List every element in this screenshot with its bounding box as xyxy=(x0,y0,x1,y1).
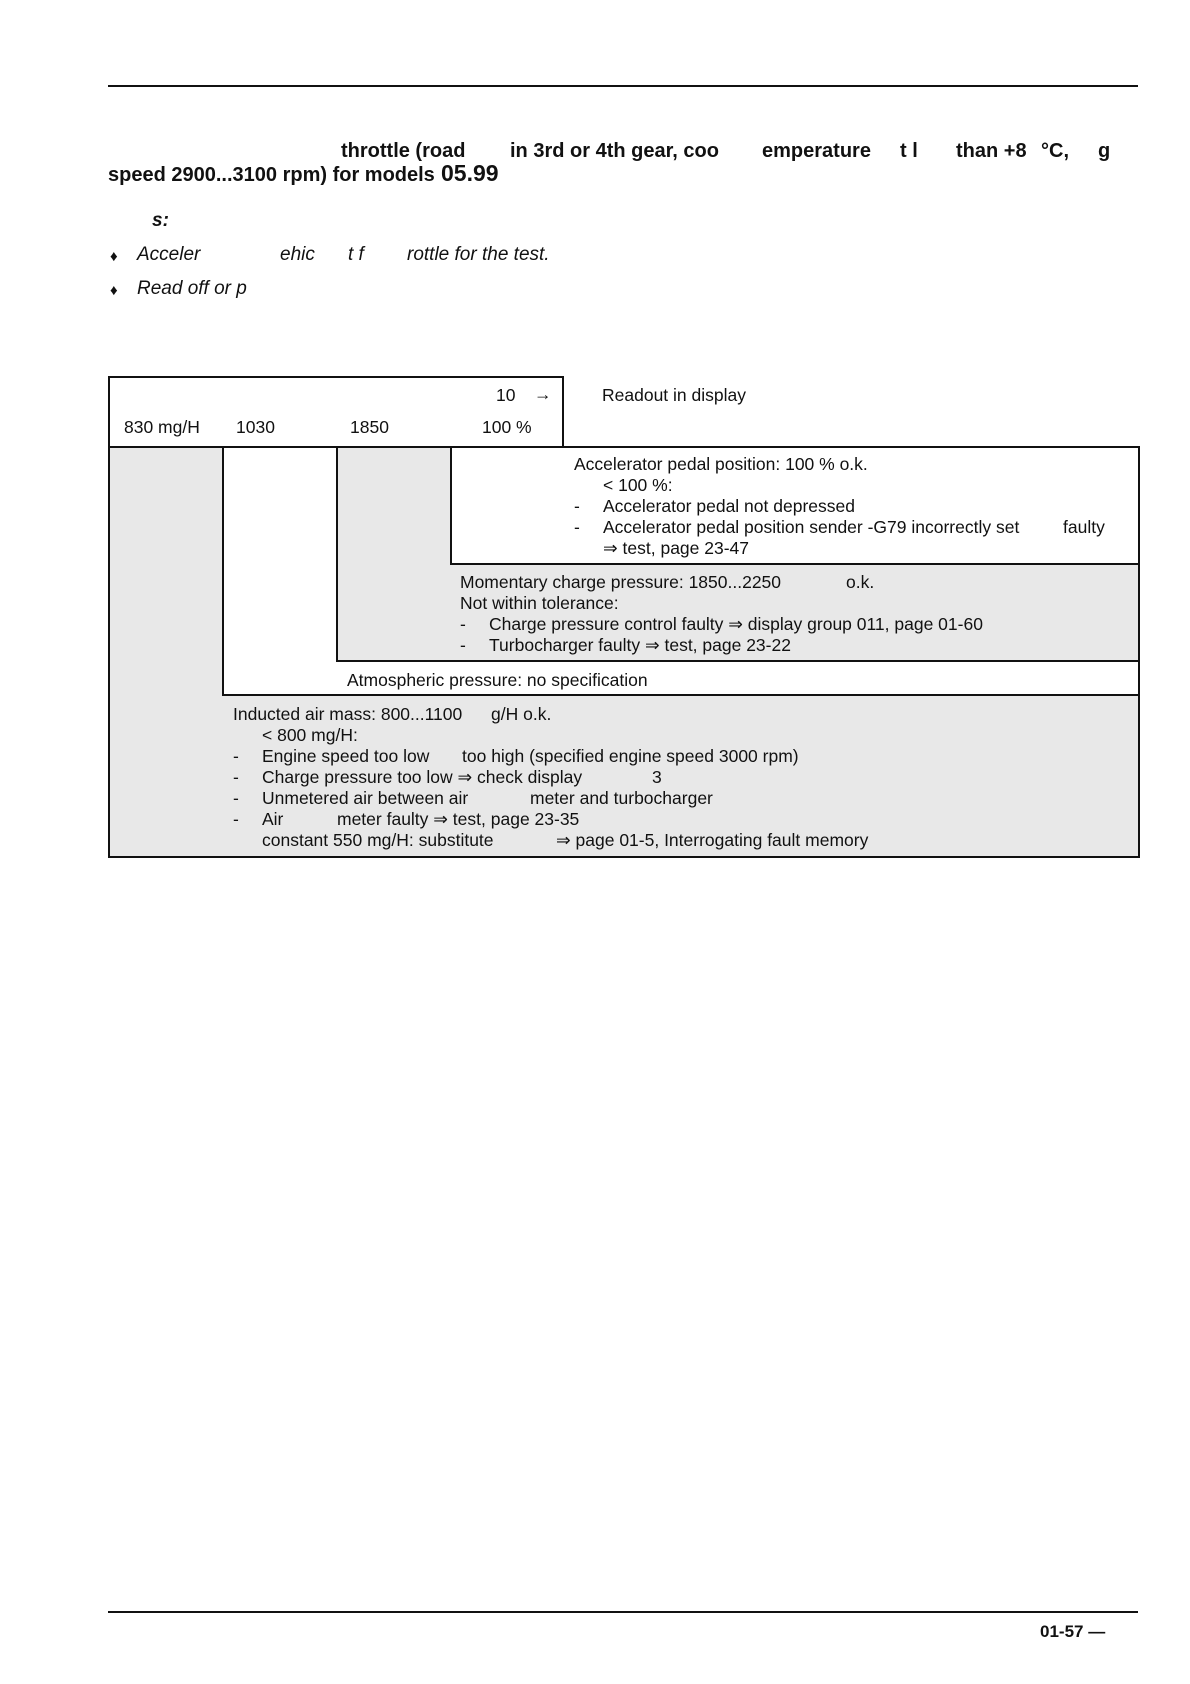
dash: - xyxy=(574,496,580,516)
display-field-1: 830 mg/H xyxy=(124,417,200,437)
field1-item: meter and turbocharger xyxy=(530,788,713,808)
field3-item: Charge pressure control faulty ⇒ display group 011, page 01-60 xyxy=(489,614,983,634)
field3-not-within: Not within tolerance: xyxy=(460,593,619,613)
heading-fragment: than +8 xyxy=(956,140,1027,162)
dash: - xyxy=(574,517,580,537)
header-rule xyxy=(108,85,1138,87)
dash: - xyxy=(233,746,239,766)
field1-item: 3 xyxy=(652,767,662,787)
page-number: 01-57 — xyxy=(1040,1622,1106,1641)
field4-item: Accelerator pedal not depressed xyxy=(603,496,855,516)
field4-ref: ⇒ test, page 23-47 xyxy=(603,538,750,558)
field1-low: < 800 mg/H: xyxy=(262,725,358,745)
note-fragment: rottle for the test. xyxy=(407,244,550,265)
readout-label: Readout in display xyxy=(602,385,746,405)
field1-item: meter faulty ⇒ test, page 23-35 xyxy=(337,809,580,829)
footer-rule xyxy=(108,1611,1138,1613)
display-group-number: 10 xyxy=(496,385,516,405)
field1-item: Unmetered air between air xyxy=(262,788,469,808)
note-fragment: ehic xyxy=(280,244,315,265)
note-fragment: Acceler xyxy=(137,244,201,265)
dash: - xyxy=(460,635,466,655)
heading-fragment: g xyxy=(1098,140,1111,162)
dash: - xyxy=(233,809,239,829)
field3-ok-label: Momentary charge pressure: 1850...2250 xyxy=(460,572,782,592)
field4-item: Accelerator pedal position sender -G79 incorrectly set xyxy=(603,517,1020,537)
field1-item: Air xyxy=(262,809,284,829)
field1-constant-ref: ⇒ page 01-5, Interrogating fault memory xyxy=(556,830,869,850)
heading-fragment: in 3rd or 4th gear, coo xyxy=(510,140,719,162)
field2-text: Atmospheric pressure: no specification xyxy=(347,670,648,690)
bullet-icon: ♦ xyxy=(110,248,118,265)
field1-item: too high (specified engine speed 3000 rpm) xyxy=(462,746,799,766)
dash: - xyxy=(460,614,466,634)
heading-fragment: emperature xyxy=(762,140,871,162)
note-fragment: t f xyxy=(348,244,364,265)
model-year: 05.99 xyxy=(441,160,499,186)
field1-constant: constant 550 mg/H: substitute xyxy=(262,830,494,850)
arrow-right-icon: → xyxy=(534,384,552,404)
bullet-icon: ♦ xyxy=(110,282,118,299)
dash: - xyxy=(233,788,239,808)
field1-ok-label: Inducted air mass: 800...1100 xyxy=(233,704,463,724)
heading-line2: speed 2900...3100 rpm) for models xyxy=(108,164,435,186)
heading-fragment: °C, xyxy=(1041,140,1069,162)
heading-fragment: throttle (road xyxy=(341,140,466,162)
display-field-3: 1850 xyxy=(350,417,389,437)
field3-ok-suffix: o.k. xyxy=(846,572,875,592)
notes-label: s: xyxy=(152,210,169,231)
field1-item: Engine speed too low xyxy=(262,746,430,766)
note-fragment: Read off or p xyxy=(137,278,247,299)
field4-ok: Accelerator pedal position: 100 % o.k. xyxy=(574,454,868,474)
field3-item: Turbocharger faulty ⇒ test, page 23-22 xyxy=(489,635,791,655)
field4-item-extra: faulty xyxy=(1063,517,1105,537)
field1-ok-suffix: g/H o.k. xyxy=(491,704,552,724)
display-field-4: 100 % xyxy=(482,417,532,437)
display-field-2: 1030 xyxy=(236,417,275,437)
field1-item: Charge pressure too low ⇒ check display xyxy=(262,767,583,787)
heading-fragment: t l xyxy=(900,140,918,162)
dash: - xyxy=(233,767,239,787)
field4-low: < 100 %: xyxy=(603,475,673,495)
